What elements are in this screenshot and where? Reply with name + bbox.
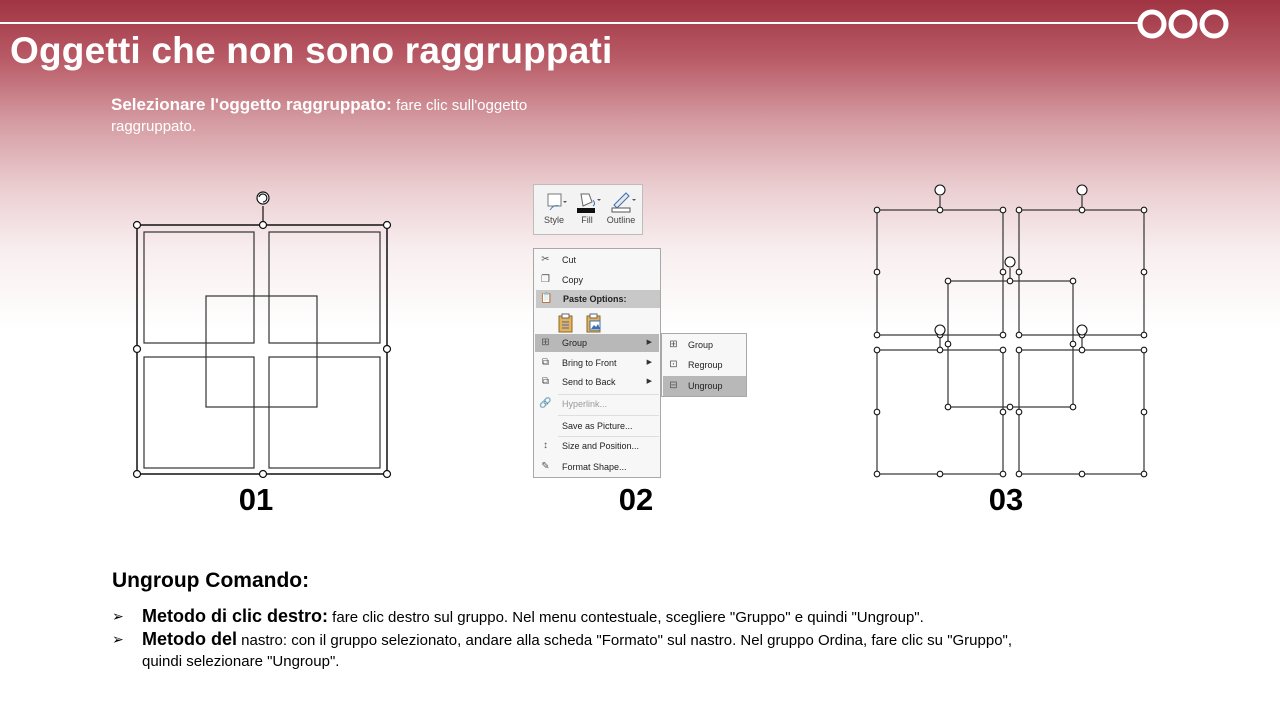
figure-ungrouped-objects (870, 180, 1155, 480)
figure-label-01: 01 (238, 482, 274, 517)
submenu-arrow-icon: ▶ (646, 339, 652, 346)
figure-label-03: 03 (988, 482, 1024, 517)
group-submenu (661, 333, 747, 397)
menu-separator (558, 415, 659, 416)
intro-bold: Selezionare l'oggetto raggruppato: (111, 95, 392, 114)
format-shape-icon: ✎ (541, 461, 550, 472)
menu-item-copy[interactable] (535, 271, 659, 289)
ribbon-style-label: Style (543, 215, 564, 225)
three-rings-logo-icon (1136, 8, 1232, 40)
header-rule (0, 22, 1138, 24)
send-to-back-icon: ⧉ (541, 376, 550, 387)
group-icon: ⊞ (541, 337, 550, 348)
page-title: Oggetti che non sono raggruppati (10, 30, 613, 71)
paste-picture-icon[interactable] (585, 313, 603, 333)
menu-item-hyperlink[interactable] (535, 395, 659, 413)
menu-item-cut[interactable] (535, 251, 659, 269)
bullet-1-bold: Metodo di clic destro: (142, 606, 329, 626)
scissors-icon: ✂ (541, 254, 550, 265)
size-position-icon: ↕ (543, 440, 548, 451)
regroup-icon: ⊡ (669, 359, 678, 370)
menu-item-cut-label: Cut (562, 255, 577, 265)
menu-item-format-shape-label: Format Shape... (562, 462, 627, 472)
submenu-item-ungroup[interactable] (663, 376, 746, 396)
ribbon-outline-label: Outline (606, 215, 636, 225)
submenu-item-regroup[interactable] (663, 355, 746, 375)
menu-item-format-shape[interactable] (535, 458, 659, 476)
context-menu (533, 248, 661, 478)
clipboard-icon: 📋 (540, 293, 553, 304)
command-title: Ungroup Comando: (112, 569, 310, 592)
bullet-2-bold: Metodo del (142, 629, 237, 649)
ungroup-icon: ⊟ (669, 380, 678, 391)
menu-item-group[interactable] (535, 334, 659, 352)
menu-item-save-as-picture-label: Save as Picture... (562, 421, 633, 431)
list-item (112, 629, 1032, 672)
bullet-arrow-icon: ➢ (112, 608, 124, 624)
format-ribbon (533, 184, 643, 235)
list-item (112, 606, 1032, 628)
bullet-arrow-icon: ➢ (112, 631, 124, 647)
bullet-2-text: nastro: con il gruppo selezionato, andare alla scheda "Formato" sul nastro. Nel gruppo Ordina, fare clic su "Gruppo", quindi selezionare "Ungroup". (142, 632, 1013, 670)
figure-grouped-object (130, 186, 395, 484)
intro-body: fare clic sull'oggetto raggruppato. (111, 97, 528, 135)
paste-options-label: Paste Options: (563, 294, 627, 304)
bullet-1-text: fare clic destro sul gruppo. Nel menu contestuale, scegliere "Gruppo" e quindi "Ungroup". (328, 609, 924, 626)
bring-to-front-icon: ⧉ (541, 357, 550, 368)
menu-item-size-and-position-label: Size and Position... (562, 441, 640, 451)
ribbon-fill-button[interactable] (570, 187, 604, 233)
ribbon-outline-button[interactable] (604, 187, 638, 233)
menu-item-save-as-picture[interactable] (535, 417, 659, 435)
ribbon-style-button[interactable] (537, 187, 571, 233)
paint-bucket-icon (570, 187, 604, 215)
submenu-arrow-icon: ▶ (646, 378, 652, 385)
hyperlink-icon: 🔗 (539, 398, 552, 409)
pencil-outline-icon (604, 187, 638, 215)
submenu-item-ungroup-label: Ungroup (688, 381, 723, 391)
menu-item-send-to-back-label: Send to Back (562, 377, 616, 387)
command-list (112, 606, 1032, 673)
submenu-item-group-label: Group (688, 340, 714, 350)
ribbon-fill-label: Fill (581, 215, 593, 225)
paste-keep-formatting-icon[interactable] (557, 313, 575, 333)
paste-options-header (536, 290, 660, 308)
menu-item-bring-to-front[interactable] (535, 354, 659, 372)
figure-label-02: 02 (618, 482, 654, 517)
submenu-item-regroup-label: Regroup (688, 360, 723, 370)
menu-item-bring-to-front-label: Bring to Front (562, 358, 617, 368)
menu-item-hyperlink-label: Hyperlink... (562, 399, 608, 409)
menu-item-size-and-position[interactable] (535, 437, 659, 455)
menu-item-send-to-back[interactable] (535, 373, 659, 391)
paste-options-row (554, 313, 614, 333)
menu-item-group-label: Group (562, 338, 588, 348)
menu-item-copy-label: Copy (562, 275, 584, 285)
intro-text (111, 94, 531, 137)
group-icon: ⊞ (669, 339, 678, 350)
submenu-item-group[interactable] (663, 335, 746, 355)
copy-icon: ❐ (541, 274, 550, 285)
shape-style-icon (537, 187, 571, 215)
submenu-arrow-icon: ▶ (646, 359, 652, 366)
